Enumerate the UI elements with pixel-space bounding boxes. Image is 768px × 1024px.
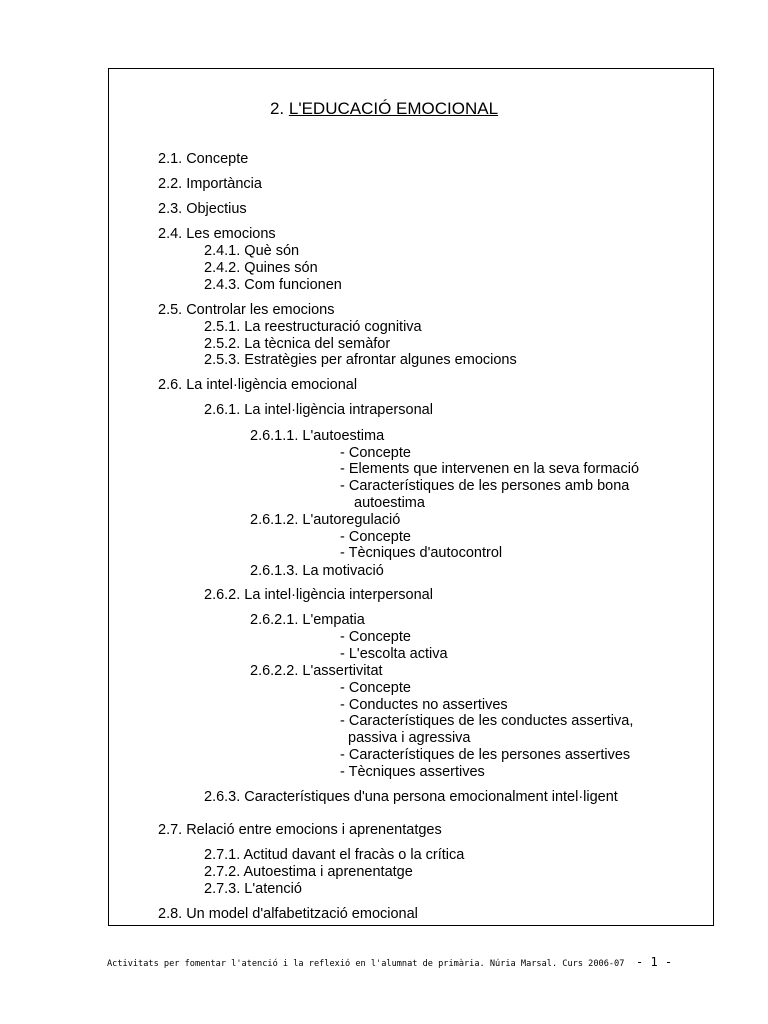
toc-item-2-7-2: 2.7.2. Autoestima i aprenentatge	[204, 864, 413, 880]
toc-item-2-5-2: 2.5.2. La tècnica del semàfor	[204, 336, 391, 352]
toc-item-2-7-3: 2.7.3. L'atenció	[204, 881, 302, 897]
toc-item-2-6-2-2: 2.6.2.2. L'assertivitat	[250, 663, 383, 679]
title-number: 2.	[269, 99, 285, 118]
toc-item-2-6-2-1: 2.6.2.1. L'empatia	[250, 612, 365, 628]
toc-item-2-6: 2.6. La intel·ligència emocional	[158, 377, 358, 393]
toc-subitem-continuation: autoestima	[354, 495, 425, 511]
title-text: L'EDUCACIÓ EMOCIONAL	[288, 99, 499, 118]
footer-text: Activitats per fomentar l'atenció i la reflexió en l'alumnat de primària. Núria Marsal. Curs 2006-07	[107, 959, 625, 969]
toc-item-2-7-1: 2.7.1. Actitud davant el fracàs o la crítica	[204, 847, 465, 863]
toc-item-2-5-1: 2.5.1. La reestructuració cognitiva	[204, 319, 422, 335]
toc-subitem: - Concepte	[340, 629, 411, 645]
toc-item-2-6-2: 2.6.2. La intel·ligència interpersonal	[204, 587, 433, 603]
toc-subitem: - L'escolta activa	[340, 646, 448, 662]
toc-item-2-4: 2.4. Les emocions	[158, 226, 276, 242]
toc-item-2-6-1-3: 2.6.1.3. La motivació	[250, 563, 384, 579]
toc-subitem: - Tècniques assertives	[340, 764, 485, 780]
toc-subitem: - Elements que intervenen en la seva formació	[340, 461, 640, 477]
toc-item-2-6-1-1: 2.6.1.1. L'autoestima	[250, 428, 385, 444]
toc-subitem: - Concepte	[340, 529, 411, 545]
toc-item-2-6-1: 2.6.1. La intel·ligència intrapersonal	[204, 402, 433, 418]
toc-subitem: - Característiques de les persones assertives	[340, 747, 631, 763]
toc-subitem: - Conductes no assertives	[340, 697, 508, 713]
toc-item-2-4-1: 2.4.1. Què són	[204, 243, 300, 259]
page-number: - 1 -	[636, 955, 673, 969]
toc-item-2-7: 2.7. Relació entre emocions i aprenentatges	[158, 822, 442, 838]
toc-item-2-1: 2.1. Concepte	[158, 151, 249, 167]
toc-subitem: - Concepte	[340, 680, 411, 696]
toc-item-2-5: 2.5. Controlar les emocions	[158, 302, 335, 318]
toc-item-2-4-3: 2.4.3. Com funcionen	[204, 277, 342, 293]
toc-subitem: - Concepte	[340, 445, 411, 461]
toc-item-2-2: 2.2. Importància	[158, 176, 262, 192]
toc-item-2-8: 2.8. Un model d'alfabetització emocional	[158, 906, 418, 922]
toc-subitem: - Característiques de les conductes assertiva,	[340, 713, 634, 729]
toc-item-2-3: 2.3. Objectius	[158, 201, 247, 217]
toc-subitem: - Característiques de les persones amb bona	[340, 478, 630, 494]
toc-subitem: - Tècniques d'autocontrol	[340, 545, 503, 561]
toc-item-2-4-2: 2.4.2. Quines són	[204, 260, 318, 276]
toc-item-2-6-1-2: 2.6.1.2. L'autoregulació	[250, 512, 401, 528]
toc-item-2-6-3: 2.6.3. Característiques d'una persona emocionalment intel·ligent	[204, 789, 618, 805]
toc-item-2-5-3: 2.5.3. Estratègies per afrontar algunes emocions	[204, 352, 517, 368]
toc-subitem-continuation: passiva i agressiva	[348, 730, 471, 746]
